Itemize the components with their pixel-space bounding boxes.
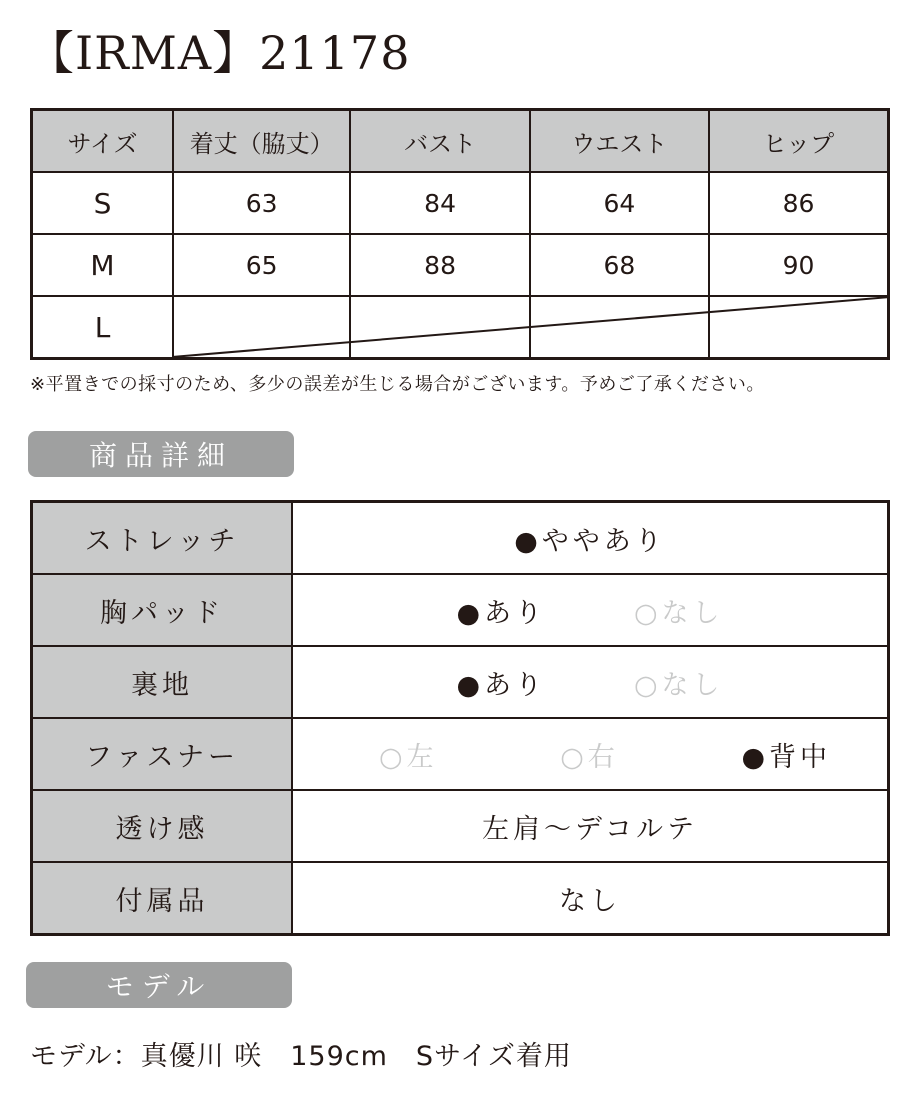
hip-value [709, 296, 888, 359]
hip-value: 90 [709, 234, 888, 296]
bust-value: 84 [350, 172, 529, 234]
stretch-label: ストレッチ [32, 502, 293, 575]
detail-row-accessories [32, 862, 889, 935]
hip-header: ヒップ [709, 110, 888, 173]
zipper-label: ファスナー [32, 718, 293, 790]
zipper-option-right: ○右 [560, 741, 619, 773]
measurement-note: ※平置きでの採寸のため、多少の誤差が生じる場合がございます。予めご了承ください。 [30, 374, 765, 395]
bust-pad-label: 胸パッド [32, 574, 293, 646]
bust-pad-options [293, 591, 887, 630]
bust-value: 88 [350, 234, 529, 296]
size-header: サイズ [32, 110, 173, 173]
accessories-options [293, 879, 887, 918]
waist-value [530, 296, 709, 359]
sheerness-label: 透け感 [32, 790, 293, 862]
waist-value: 64 [530, 172, 709, 234]
size-table-header-row [32, 110, 889, 173]
lining-option-no: ○なし [634, 669, 724, 701]
accessories-label: 付属品 [32, 862, 293, 935]
waist-header: ウエスト [530, 110, 709, 173]
size-label: S [32, 172, 173, 234]
stretch-option: ●ややあり [514, 525, 666, 557]
detail-row-zipper [32, 718, 889, 790]
waist-value: 68 [530, 234, 709, 296]
length-header: 着丈（脇丈） [173, 110, 350, 173]
detail-row-stretch [32, 502, 889, 575]
stretch-options [293, 519, 887, 558]
sheerness-option: 左肩〜デコルテ [482, 813, 698, 845]
detail-row-lining [32, 646, 889, 718]
table-row [32, 172, 889, 234]
model-info: モデル：真優川 咲 159cm Sサイズ着用 [30, 1041, 572, 1072]
zipper-option-back: ●背中 [741, 741, 831, 773]
hip-value: 86 [709, 172, 888, 234]
length-value: 63 [173, 172, 350, 234]
table-row [32, 234, 889, 296]
size-label: M [32, 234, 173, 296]
bust-header: バスト [350, 110, 529, 173]
details-section-heading: 商品詳細 [28, 431, 294, 477]
length-value: 65 [173, 234, 350, 296]
length-value [173, 296, 350, 359]
detail-row-sheerness [32, 790, 889, 862]
detail-row-bust-pad [32, 574, 889, 646]
size-label: L [32, 296, 173, 359]
bust-pad-option-no: ○なし [634, 597, 724, 629]
accessories-option: なし [559, 885, 621, 917]
sheerness-options [293, 807, 887, 846]
zipper-options [293, 735, 887, 774]
model-section-heading: モデル [26, 962, 292, 1008]
zipper-option-left: ○左 [379, 741, 438, 773]
bust-pad-option-yes: ●あり [456, 597, 546, 629]
lining-options [293, 663, 887, 702]
lining-option-yes: ●あり [456, 669, 546, 701]
lining-label: 裏地 [32, 646, 293, 718]
bust-value [350, 296, 529, 359]
table-row [32, 296, 889, 359]
details-table [30, 500, 890, 936]
page-title: 【IRMA】21178 [28, 26, 411, 80]
size-table [30, 108, 890, 360]
